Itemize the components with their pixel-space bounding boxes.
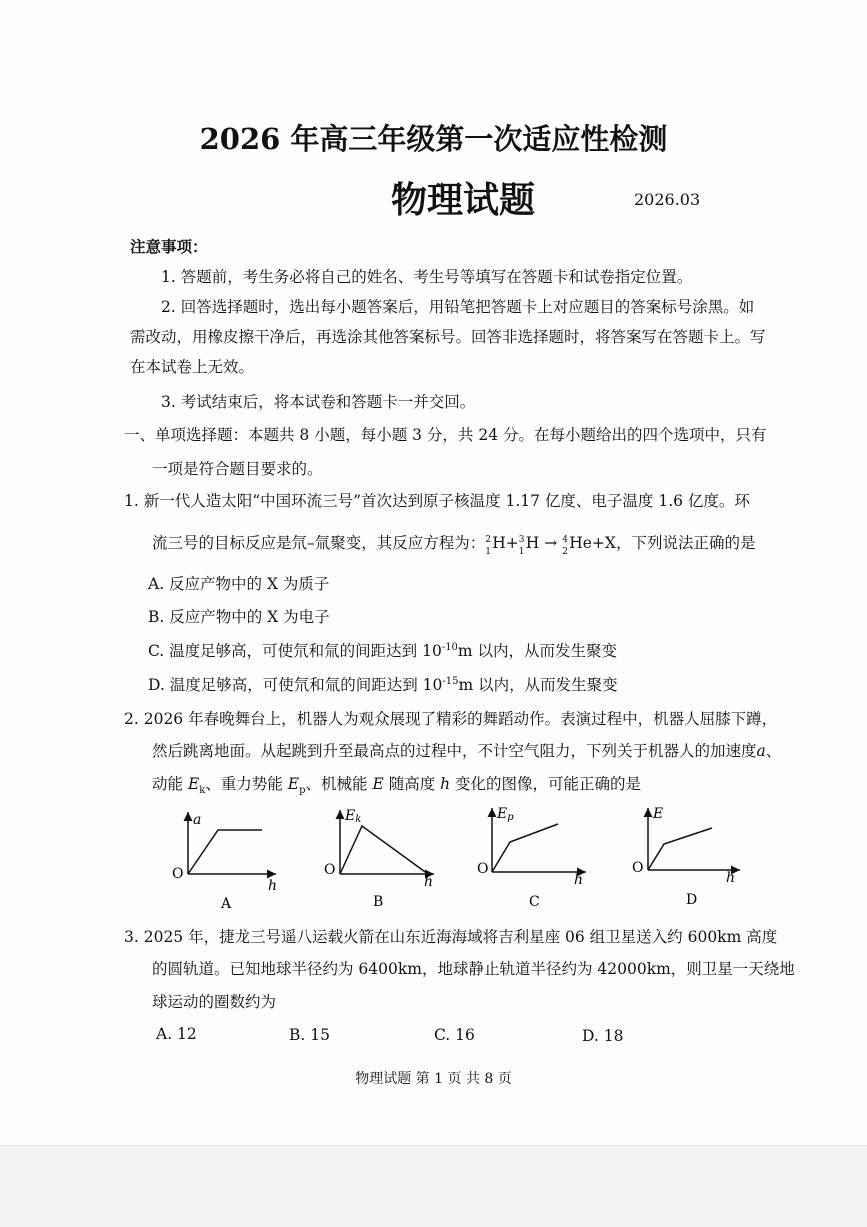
q1-option-d-text: D. 温度足够高，可使氘和氚的间距达到 10 (148, 676, 443, 694)
q2-stem-line-3 (152, 773, 641, 795)
graph-b-y-sub: k (355, 814, 362, 825)
tritium-element: H (525, 534, 540, 552)
q1-option-d-exponent: -15 (442, 675, 459, 687)
q2-var-ek-sub: k (199, 785, 206, 797)
notice-item-2-line-2: 需改动，用橡皮擦干净后，再选涂其他答案标号。回答非选择题时，将答案写在答题卡上。写 (130, 328, 766, 346)
graph-d-origin: O (632, 860, 644, 876)
tritium-atomic-number: 1 (518, 547, 525, 557)
graph-c (477, 806, 586, 910)
helium-symbol (562, 532, 592, 557)
below-page-area (0, 1145, 867, 1227)
graph-d-option-label: D (686, 892, 698, 908)
helium-mass-number: 4 (562, 535, 568, 545)
helium-element: He (569, 534, 592, 552)
q2-var-a: a (756, 742, 766, 760)
page-footer: 物理试题 第 1 页 共 8 页 (355, 1071, 512, 1087)
graph-a-y-label: a (193, 812, 202, 828)
q2-var-ep-sub: p (299, 785, 306, 797)
graph-b-x-label: h (424, 874, 434, 890)
q3-option-c: C. 16 (434, 1026, 475, 1044)
q1-stem-line-1: 1. 新一代人造太阳“中国环流三号”首次达到原子核温度 1.17 亿度、电子温度 1.6 亿度。环 (124, 492, 750, 510)
graph-a-x-label: h (268, 878, 278, 894)
q1-option-c-text: C. 温度足够高，可使氘和氚的间距达到 10 (148, 642, 442, 660)
q2-stem-line-2-end: 、 (765, 742, 782, 760)
graph-b-option-label: B (373, 894, 384, 910)
q3-stem-line-2: 的圆轨道。已知地球半径约为 6400km，地球静止轨道半径约为 42000km，则卫星一天绕地 (152, 960, 795, 978)
deuterium-mass-number: 2 (485, 535, 491, 545)
graph-a-origin: O (172, 866, 184, 882)
graph-c-y-var: E (497, 806, 508, 822)
tritium-mass-number: 3 (518, 535, 525, 545)
equation-plus: + (505, 534, 519, 552)
notice-item-3: 3. 考试结束后，将本试卷和答题卡一并交回。 (161, 393, 476, 411)
q2-stem-line-2 (152, 740, 781, 762)
graph-c-y-sub: p (507, 812, 514, 823)
equation-arrow: → (544, 534, 558, 552)
graph-b-origin: O (324, 862, 336, 878)
exam-title: 2026 年高三年级第一次适应性检测 (199, 122, 668, 156)
q2-stem-line-2-text: 然后跳离地面。从起跳到升至最高点的过程中，不计空气阻力，下列关于机器人的加速度 (152, 742, 757, 760)
q3-stem-line-3: 球运动的圈数约为 (152, 993, 277, 1011)
section1-heading-line-1: 一、单项选择题：本题共 8 小题，每小题 3 分，共 24 分。在每小题给出的四个选项中，只有 (124, 426, 767, 444)
q2-var-ep: E (287, 775, 300, 793)
deuterium-symbol (485, 532, 506, 557)
notice-heading: 注意事项： (130, 237, 208, 256)
helium-atomic-number: 2 (562, 547, 568, 557)
graph-c-origin: O (477, 861, 489, 877)
q2-stem-line-1: 2. 2026 年春晚舞台上，机器人为观众展现了精彩的舞蹈动作。表演过程中，机器人屈膝下蹲， (124, 710, 778, 728)
graph-c-curve (492, 824, 558, 872)
q2-var-ek: E (187, 775, 200, 793)
q2-text-kinetic: 动能 (152, 775, 188, 793)
notice-item-2-line-1: 2. 回答选择题时，选出每小题答案后，用铅笔把答题卡上对应题目的答案标号涂黑。如 (161, 298, 755, 316)
q3-stem-line-1: 3. 2025 年，捷龙三号遥八运载火箭在山东近海海域将吉利星座 06 组卫星送入约 600km 高度 (124, 928, 778, 946)
graph-a-curve (188, 830, 262, 874)
q1-option-c-text-end: m 以内，从而发生聚变 (457, 642, 618, 660)
q3-option-a: A. 12 (156, 1025, 197, 1043)
section1-heading-line-2: 一项是符合题目要求的。 (152, 460, 323, 478)
q2-text-potential: 、重力势能 (205, 775, 288, 793)
q1-option-b: B. 反应产物中的 X 为电子 (148, 608, 330, 626)
q1-option-a: A. 反应产物中的 X 为质子 (148, 575, 330, 593)
graph-b (324, 808, 434, 910)
q1-option-c (148, 640, 617, 662)
q1-stem-suffix: ，下列说法正确的是 (615, 534, 756, 552)
subject-title: 物理试题 (391, 179, 536, 221)
graph-c-option-label: C (529, 894, 540, 910)
graph-b-y-var: E (345, 808, 356, 824)
notice-item-2-line-3: 在本试卷上无效。 (130, 358, 255, 376)
q3-option-b: B. 15 (289, 1026, 330, 1044)
graph-d-curve (648, 828, 712, 870)
q2-text-end: 变化的图像，可能正确的是 (450, 775, 642, 793)
q1-stem-line-2 (152, 532, 756, 557)
q1-option-c-exponent: -10 (441, 641, 458, 653)
graph-c-x-label: h (574, 872, 584, 888)
q1-stem-prefix: 流三号的目标反应是氘–氚聚变，其反应方程为： (152, 534, 486, 552)
equation-product-x: +X (591, 534, 616, 552)
graph-d-y-label: E (653, 806, 664, 822)
q2-graphs (0, 800, 867, 920)
graph-a-option-label: A (221, 896, 232, 912)
graph-c-y-label (496, 806, 514, 823)
q2-var-e: E (372, 775, 384, 793)
graph-a (172, 812, 277, 912)
deuterium-element: H (492, 534, 506, 552)
q1-option-d-text-end: m 以内，从而发生聚变 (458, 676, 618, 694)
exam-date: 2026.03 (634, 190, 701, 209)
q3-option-d: D. 18 (582, 1027, 624, 1045)
q2-text-height: 随高度 (383, 775, 441, 793)
q2-text-mechanical: 、机械能 (305, 775, 373, 793)
deuterium-atomic-number: 1 (485, 547, 491, 557)
q2-var-h: h (440, 775, 451, 793)
graph-d (632, 806, 740, 908)
tritium-symbol (518, 532, 540, 557)
q1-option-d (148, 674, 618, 696)
notice-item-1: 1. 答题前，考生务必将自己的姓名、考生号等填写在答题卡和试卷指定位置。 (161, 268, 693, 286)
graph-b-y-label (344, 808, 361, 825)
graph-b-curve (340, 826, 428, 874)
graph-d-x-label: h (726, 870, 736, 886)
